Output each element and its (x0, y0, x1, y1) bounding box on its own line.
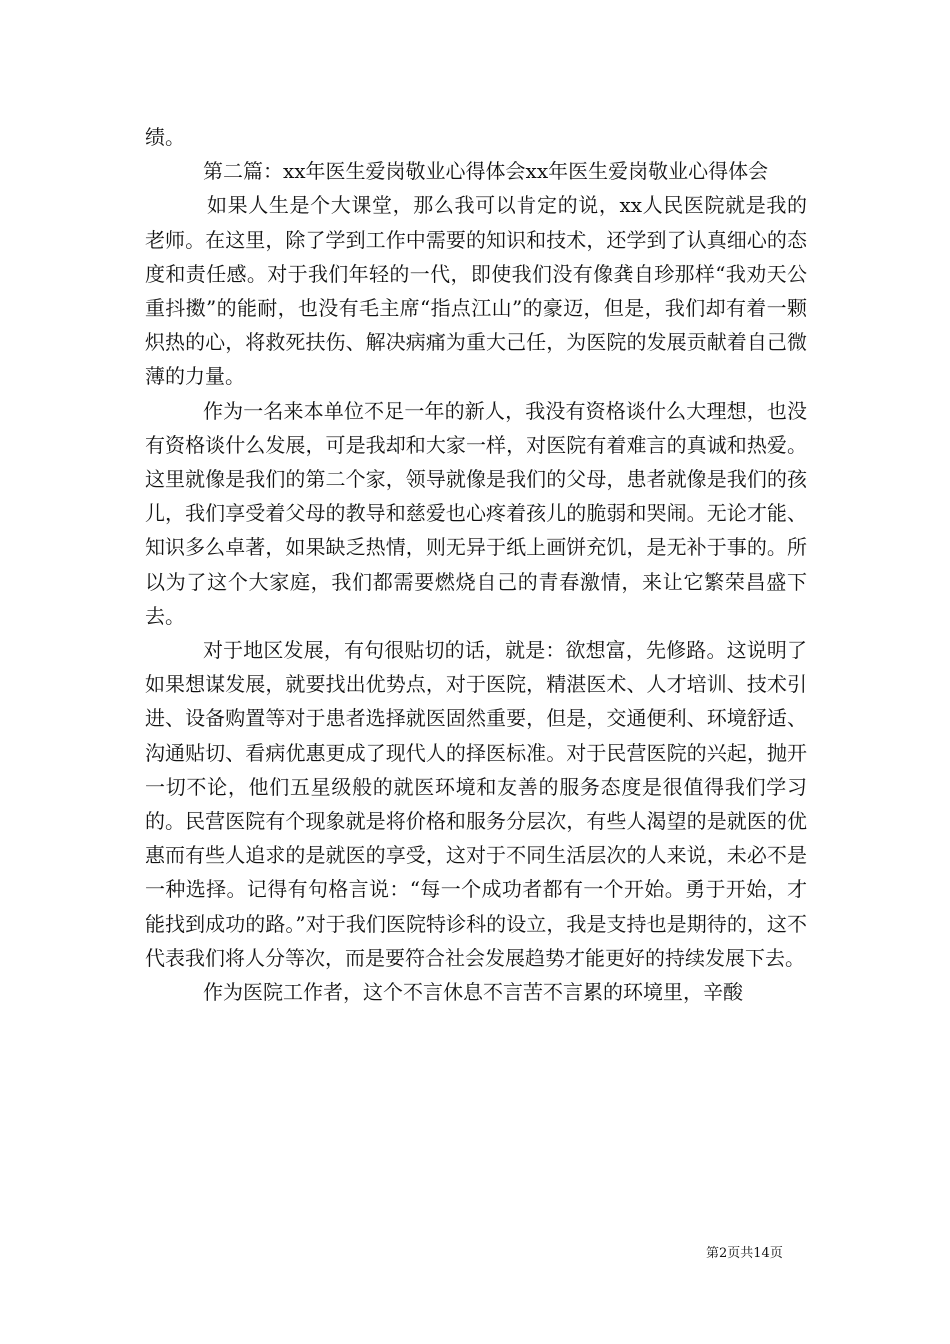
document-body (145, 120, 807, 1009)
paragraph-continuation: 绩。 (145, 125, 185, 149)
paragraph: 对于地区发展，有句很贴切的话，就是：欲想富，先修路。这说明了如果想谋发展，就要找出优势点，对于医院，精湛医术、人才培训、技术引进、设备购置等对于患者选择就医固然重要，但是，交通便利、环境舒适、沟通贴切、看病优惠更成了现代人的择医标准。对于民营医院的兴起，抛开一切不论，他们五星级般的就医环境和友善的服务态度是很值得我们学习的。民营医院有个现象就是将价格和服务分层次，有些人渴望的是就医的优惠而有些人追求的是就医的享受，这对于不同生活层次的人来说，未必不是一种选择。记得有句格言说：“每一个成功者都有一个开始。勇于开始，才能找到成功的路。”对于我们医院特诊科的设立，我是支持也是期待的，这不代表我们将人分等次，而是要符合社会发展趋势才能更好的持续发展下去。 (145, 638, 807, 970)
page-number: 第2页共14页 (706, 1246, 783, 1261)
section-heading: 第二篇：xx年医生爱岗敬业心得体会xx年医生爱岗敬业心得体会 (203, 159, 769, 184)
paragraph: 作为医院工作者，这个不言休息不言苦不言累的环境里，辛酸 (203, 980, 743, 1005)
paragraph: 如果人生是个大课堂，那么我可以肯定的说，xx人民医院就是我的老师。在这里，除了学到工作中需要的知识和技术，还学到了认真细心的态度和责任感。对于我们年轻的一代，即使我们没有像龚自珍那样“我劝天公重抖擞”的能耐，也没有毛主席“指点江山”的豪迈，但是，我们却有着一颗炽热的心，将救死扶伤、解决病痛为重大己任，为医院的发展贡献着自己微薄的力量。 (145, 193, 807, 389)
paragraph: 作为一名来本单位不足一年的新人，我没有资格谈什么大理想，也没有资格谈什么发展，可是我却和大家一样，对医院有着难言的真诚和热爱。这里就像是我们的第二个家，领导就像是我们的父母，患者就像是我们的孩儿，我们享受着父母的教导和慈爱也心疼着孩儿的脆弱和哭闹。无论才能、知识多么卓著，如果缺乏热情，则无异于纸上画饼充饥，是无补于事的。所以为了这个大家庭，我们都需要燃烧自己的青春激情，来让它繁荣昌盛下去。 (145, 398, 807, 628)
